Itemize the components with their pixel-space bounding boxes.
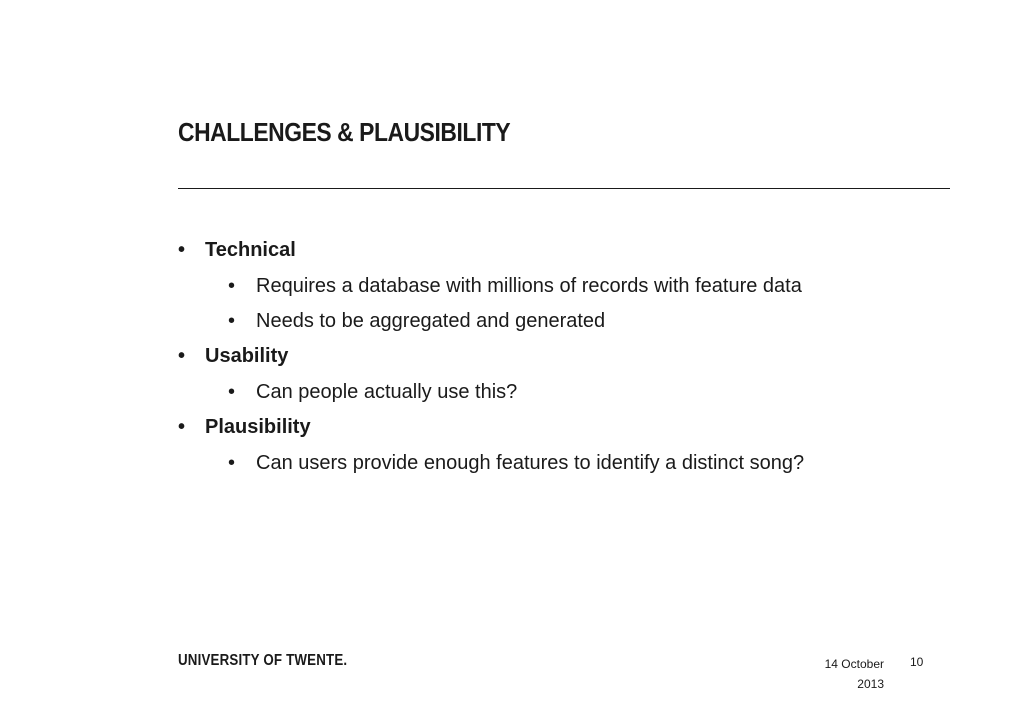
bullet-label: Usability — [205, 345, 289, 367]
sub-bullet-item — [178, 451, 958, 475]
sub-bullet-text: Needs to be aggregated and generated — [256, 310, 606, 332]
bullet-item-plausibility — [178, 415, 958, 439]
sub-bullet-item — [178, 309, 958, 333]
slide-title: CHALLENGES & PLAUSIBILITY — [178, 117, 511, 147]
title-divider — [178, 188, 950, 189]
university-logo: UNIVERSITY OF TWENTE. — [178, 652, 348, 669]
footer-date — [818, 654, 884, 694]
bullet-dot-icon: • — [178, 239, 186, 261]
bullet-item-usability — [178, 344, 958, 368]
bullet-dot-icon: • — [178, 345, 186, 367]
bullet-item-technical — [178, 238, 958, 262]
sub-bullet-item — [178, 380, 958, 404]
sub-bullet-item — [178, 274, 958, 298]
bullet-dot-icon: • — [228, 452, 236, 474]
bullet-label: Technical — [205, 239, 296, 261]
bullet-list — [178, 238, 958, 486]
page-number: 10 — [910, 655, 924, 669]
bullet-dot-icon: • — [178, 416, 186, 438]
sub-bullet-text: Can users provide enough features to identify a distinct song? — [256, 452, 805, 474]
bullet-label: Plausibility — [205, 416, 311, 438]
bullet-dot-icon: • — [228, 310, 236, 332]
sub-bullet-text: Can people actually use this? — [256, 381, 518, 403]
footer-date-line2: 2013 — [857, 677, 884, 691]
footer-date-line1: 14 October — [824, 657, 884, 671]
bullet-dot-icon: • — [228, 381, 236, 403]
sub-bullet-text: Requires a database with millions of records with feature data — [256, 275, 802, 297]
bullet-dot-icon: • — [228, 275, 236, 297]
